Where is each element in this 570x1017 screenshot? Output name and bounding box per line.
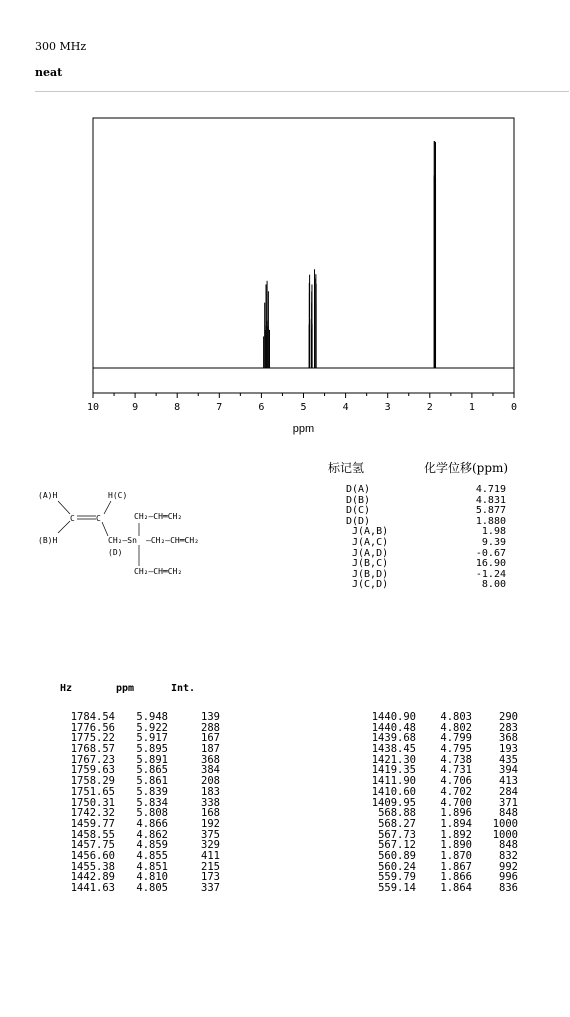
peak-row [40, 851, 220, 862]
peak-ppm: 4.859 [136, 839, 168, 852]
peak-row [350, 798, 520, 809]
peak-ppm: 5.861 [136, 775, 168, 788]
x-tick-label: 10 [86, 402, 100, 413]
peak-ppm: 4.802 [440, 721, 472, 734]
peak-ppm: 5.895 [136, 743, 168, 756]
peak-hz: 1411.90 [371, 775, 416, 788]
assignment-label: J(A,C) [352, 536, 389, 548]
peak-ppm: 1.894 [440, 817, 472, 830]
peak-ppm: 5.922 [136, 721, 168, 734]
assignment-value: 5.877 [475, 505, 506, 517]
solvent-label: neat [35, 66, 63, 79]
peak-ppm: 5.808 [136, 807, 168, 820]
peak-int: 187 [201, 743, 220, 756]
assignment-value: 8.00 [481, 579, 506, 591]
peak-int: 193 [499, 743, 518, 756]
assignment-col-label: 标记氢 [328, 461, 365, 475]
peak-row [40, 883, 220, 894]
peak-hz: 1758.29 [70, 775, 115, 788]
molecule-structure [38, 488, 298, 592]
peak-hz: 1439.68 [371, 732, 416, 745]
peak-ppm: 4.810 [136, 871, 168, 884]
ch2-d-sn: CH₂–Sn [108, 536, 137, 545]
peak-ppm: 4.855 [136, 849, 168, 862]
peak-hz: 1768.57 [70, 743, 115, 756]
peak-ppm: 1.864 [440, 882, 472, 894]
peak-hz: 1410.60 [371, 785, 416, 798]
peak-ppm: 5.839 [136, 785, 168, 798]
x-tick-label: 6 [258, 402, 265, 413]
peak-int: 139 [201, 711, 220, 723]
peak-hz: 559.79 [378, 871, 416, 884]
assignment-value: 9.39 [481, 536, 506, 548]
assignment-label: D(D) [346, 515, 371, 527]
x-tick-label: 1 [468, 402, 475, 413]
peak-ppm: 5.917 [136, 732, 168, 745]
x-tick-label: 5 [300, 402, 307, 413]
peak-row [40, 830, 220, 841]
peak-table-right [350, 712, 520, 894]
bond-hc [104, 501, 111, 514]
allyl-arm-mid: —CH₂—CH═CH₂ [146, 536, 199, 545]
peak-int: 329 [201, 839, 220, 852]
peak-ppm: 4.862 [136, 828, 168, 841]
peak-row [350, 840, 520, 851]
peak-row [350, 787, 520, 798]
peak-int: 288 [201, 721, 220, 734]
label-b-proton: (B)H [38, 536, 58, 545]
bond-ha [58, 501, 70, 514]
col-hz: Hz [60, 683, 73, 694]
peak-ppm: 1.896 [440, 807, 472, 820]
peak-ppm: 1.890 [440, 839, 472, 852]
assignment-label: J(B,C) [352, 558, 389, 570]
peak-row [350, 819, 520, 830]
peak-ppm: 4.795 [440, 743, 472, 756]
peak-hz: 1438.45 [371, 743, 416, 756]
peak-ppm: 4.799 [440, 732, 472, 745]
peak-int: 413 [499, 775, 518, 788]
peak-ppm: 4.851 [136, 860, 168, 873]
peak-int: 435 [499, 753, 518, 766]
x-tick-label: 3 [384, 402, 391, 413]
peak-int: 832 [499, 849, 518, 862]
assignment-label: J(A,D) [352, 547, 389, 559]
peak-ppm: 4.706 [440, 775, 472, 788]
peak-row [350, 872, 520, 883]
atom-c1: C [70, 514, 75, 523]
peak-hz: 1419.35 [371, 764, 416, 777]
peak-ppm: 1.867 [440, 860, 472, 873]
bond-hb [58, 521, 70, 533]
peak-int: 384 [201, 764, 220, 777]
peak-int: 173 [201, 871, 220, 884]
peak-int: 848 [499, 807, 518, 820]
assignment-col-shift: 化学位移(ppm) [424, 461, 509, 475]
peak-hz: 567.73 [378, 828, 416, 841]
peak-ppm: 4.738 [440, 753, 472, 766]
peak-int: 337 [201, 882, 220, 894]
bond-c2-ch2 [102, 522, 108, 536]
peak-hz: 1458.55 [70, 828, 115, 841]
peak-ppm: 4.700 [440, 796, 472, 809]
x-axis-label: ppm [292, 423, 315, 435]
peak-row [350, 862, 520, 873]
peak-hz: 1784.54 [70, 711, 115, 723]
label-c-proton: H(C) [108, 491, 128, 500]
assignment-label: J(C,D) [352, 579, 389, 591]
peak-row [40, 787, 220, 798]
peak-row [40, 862, 220, 873]
peak-int: 848 [499, 839, 518, 852]
x-tick-label: 2 [426, 402, 433, 413]
assignment-value: 4.719 [475, 484, 506, 495]
peak-hz: 567.12 [378, 839, 416, 852]
assignment-label: D(C) [346, 505, 371, 517]
col-int: Int. [171, 683, 196, 694]
x-tick-label: 9 [132, 402, 139, 413]
col-ppm: ppm [116, 683, 135, 694]
allyl-arm-bottom: CH₂—CH═CH₂ [134, 567, 183, 576]
peak-row [40, 808, 220, 819]
assignment-row [346, 485, 506, 496]
peak-ppm: 1.866 [440, 871, 472, 884]
label-a-proton: (A)H [38, 491, 58, 500]
peak-int: 368 [499, 732, 518, 745]
peak-hz: 1455.38 [70, 860, 115, 873]
peak-int: 394 [499, 764, 518, 777]
peak-row [40, 776, 220, 787]
assignment-value: -1.24 [475, 568, 506, 580]
peak-row [40, 723, 220, 734]
peak-ppm: 5.834 [136, 796, 168, 809]
peak-ppm: 1.892 [440, 828, 472, 841]
peak-hz: 1457.75 [70, 839, 115, 852]
label-d-proton: (D) [108, 548, 123, 557]
nmr-spectrum-chart [0, 0, 570, 450]
assignment-label: D(B) [346, 494, 371, 506]
peak-int: 836 [499, 882, 518, 894]
peak-int: 368 [201, 753, 220, 766]
peak-row [40, 744, 220, 755]
spectrometer-frequency: 300 MHz [35, 40, 87, 53]
peak-ppm: 1.870 [440, 849, 472, 862]
assignment-value: -0.67 [475, 547, 506, 559]
peak-hz: 1459.77 [70, 817, 115, 830]
peak-int: 290 [499, 711, 518, 723]
assignment-table [346, 485, 506, 591]
peak-ppm: 4.805 [136, 882, 168, 894]
peak-hz: 1751.65 [70, 785, 115, 798]
peak-hz: 1409.95 [371, 796, 416, 809]
assignment-row [346, 580, 506, 591]
peak-int: 996 [499, 871, 518, 884]
x-tick-label: 8 [174, 402, 181, 413]
peak-int: 183 [201, 785, 220, 798]
peak-row [40, 872, 220, 883]
peak-ppm: 5.948 [136, 711, 168, 723]
assignment-label: D(A) [346, 484, 371, 495]
assignment-value: 1.98 [481, 526, 506, 538]
peak-row [40, 712, 220, 723]
peak-hz: 560.24 [378, 860, 416, 873]
peak-row [40, 798, 220, 809]
peak-int: 1000 [492, 817, 518, 830]
peak-ppm: 5.891 [136, 753, 168, 766]
peak-int: 338 [201, 796, 220, 809]
assignment-row [346, 538, 506, 549]
peak-hz: 1742.32 [70, 807, 115, 820]
assignment-value: 1.880 [475, 515, 506, 527]
peak-hz: 559.14 [378, 882, 416, 894]
peak-row [40, 840, 220, 851]
peak-ppm: 4.731 [440, 764, 472, 777]
peak-hz: 560.89 [378, 849, 416, 862]
peak-row [350, 830, 520, 841]
peak-hz: 1440.90 [371, 711, 416, 723]
plot-frame [93, 118, 514, 393]
peak-ppm: 4.803 [440, 711, 472, 723]
peak-row [40, 819, 220, 830]
x-tick-label: 0 [510, 402, 518, 413]
peak-hz: 1775.22 [70, 732, 115, 745]
peak-hz: 1440.48 [371, 721, 416, 734]
allyl-arm-top: CH₂—CH═CH₂ [134, 512, 183, 521]
peak-hz: 1421.30 [371, 753, 416, 766]
assignment-label: J(A,B) [352, 526, 389, 538]
peak-int: 1000 [492, 828, 518, 841]
peak-int: 411 [201, 849, 220, 862]
assignment-value: 16.90 [475, 558, 506, 570]
peak-ppm: 5.865 [136, 764, 168, 777]
peak-row [40, 755, 220, 766]
x-tick-label: 4 [342, 402, 349, 413]
peak-hz: 1750.31 [70, 796, 115, 809]
peak-row [350, 851, 520, 862]
peak-hz: 568.88 [378, 807, 416, 820]
x-tick-label: 7 [216, 402, 223, 413]
peak-int: 375 [201, 828, 220, 841]
peak-hz: 1776.56 [70, 721, 115, 734]
peak-int: 168 [201, 807, 220, 820]
peak-table-left [40, 712, 220, 894]
atom-c2: C [96, 514, 101, 523]
peak-ppm: 4.866 [136, 817, 168, 830]
peak-row [40, 733, 220, 744]
peak-int: 992 [499, 860, 518, 873]
peak-row [40, 765, 220, 776]
peak-int: 371 [499, 796, 518, 809]
peak-ppm: 4.702 [440, 785, 472, 798]
assignment-value: 4.831 [475, 494, 506, 506]
peak-hz: 568.27 [378, 817, 416, 830]
peak-hz: 1767.23 [70, 753, 115, 766]
peak-hz: 1441.63 [70, 882, 115, 894]
peak-int: 192 [201, 817, 220, 830]
peak-hz: 1759.63 [70, 764, 115, 777]
assignment-label: J(B,D) [352, 568, 389, 580]
peak-int: 167 [201, 732, 220, 745]
peak-int: 284 [499, 785, 518, 798]
peak-int: 215 [201, 860, 220, 873]
peak-hz: 1442.89 [70, 871, 115, 884]
peak-int: 283 [499, 721, 518, 734]
peak-hz: 1456.60 [70, 849, 115, 862]
peak-int: 208 [201, 775, 220, 788]
peak-row [350, 883, 520, 894]
